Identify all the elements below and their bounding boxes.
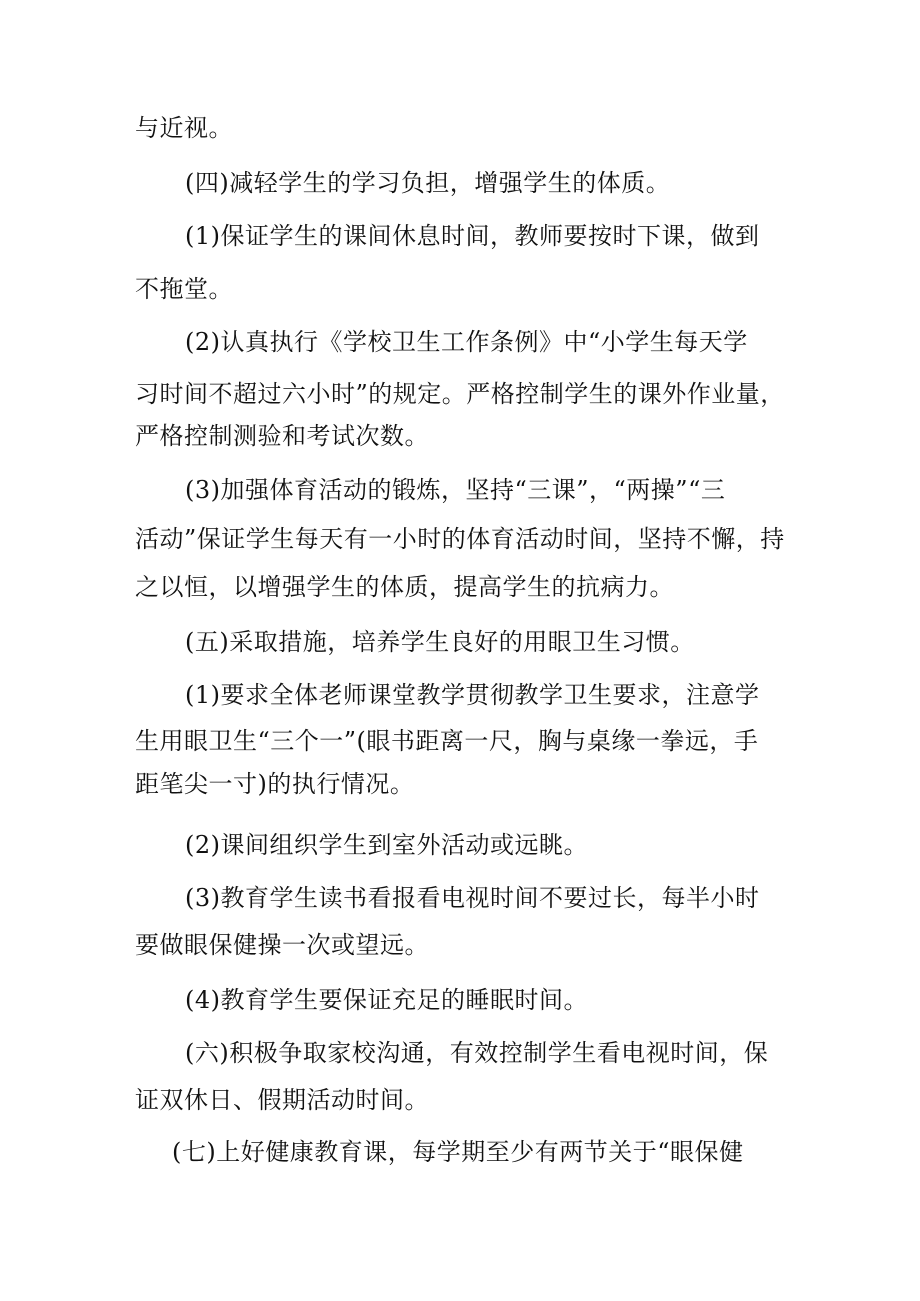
section-heading: (七)上好健康教育课，每学期至少有两节关于“眼保健 xyxy=(172,1138,744,1166)
section-heading: (五)采取措施，培养学生良好的用眼卫生习惯。 xyxy=(185,628,695,656)
text-line: 严格控制测验和考试次数。 xyxy=(135,422,429,450)
text-line: (1)要求全体老师课堂教学贯彻教学卫生要求，注意学 xyxy=(185,681,760,709)
text-line: 证双休日、假期活动时间。 xyxy=(135,1086,429,1114)
text-line: 习时间不超过六小时”的规定。严格控制学生的课外作业量， xyxy=(135,380,785,408)
text-line: (3)教育学生读书看报看电视时间不要过长，每半小时 xyxy=(185,884,760,912)
section-heading: (六)积极争取家校沟通，有效控制学生看电视时间，保 xyxy=(185,1039,769,1067)
text-line: (1)保证学生的课间休息时间，教师要按时下课，做到 xyxy=(185,222,760,250)
section-heading: (四)减轻学生的学习负担，增强学生的体质。 xyxy=(185,169,671,197)
text-line: 之以恒，以增强学生的体质，提高学生的抗病力。 xyxy=(135,573,674,601)
text-line: (2)课间组织学生到室外活动或远眺。 xyxy=(185,831,588,859)
text-line: 活动”保证学生每天有一小时的体育活动时间，坚持不懈，持 xyxy=(135,525,785,553)
text-line: 距笔尖一寸)的执行情况。 xyxy=(135,770,415,798)
text-line: 与近视。 xyxy=(135,114,233,142)
text-line: (4)教育学生要保证充足的睡眠时间。 xyxy=(185,986,588,1014)
text-line: 不拖堂。 xyxy=(135,275,233,303)
text-line: (3)加强体育活动的锻炼，坚持“三课”，“两操”“三 xyxy=(185,476,726,504)
text-line: (2)认真执行《学校卫生工作条例》中“小学生每天学 xyxy=(185,328,748,356)
text-line: 生用眼卫生“三个一”(眼书距离一尺，胸与桌缘一拳远，手 xyxy=(135,727,759,755)
text-line: 要做眼保健操一次或望远。 xyxy=(135,931,429,959)
